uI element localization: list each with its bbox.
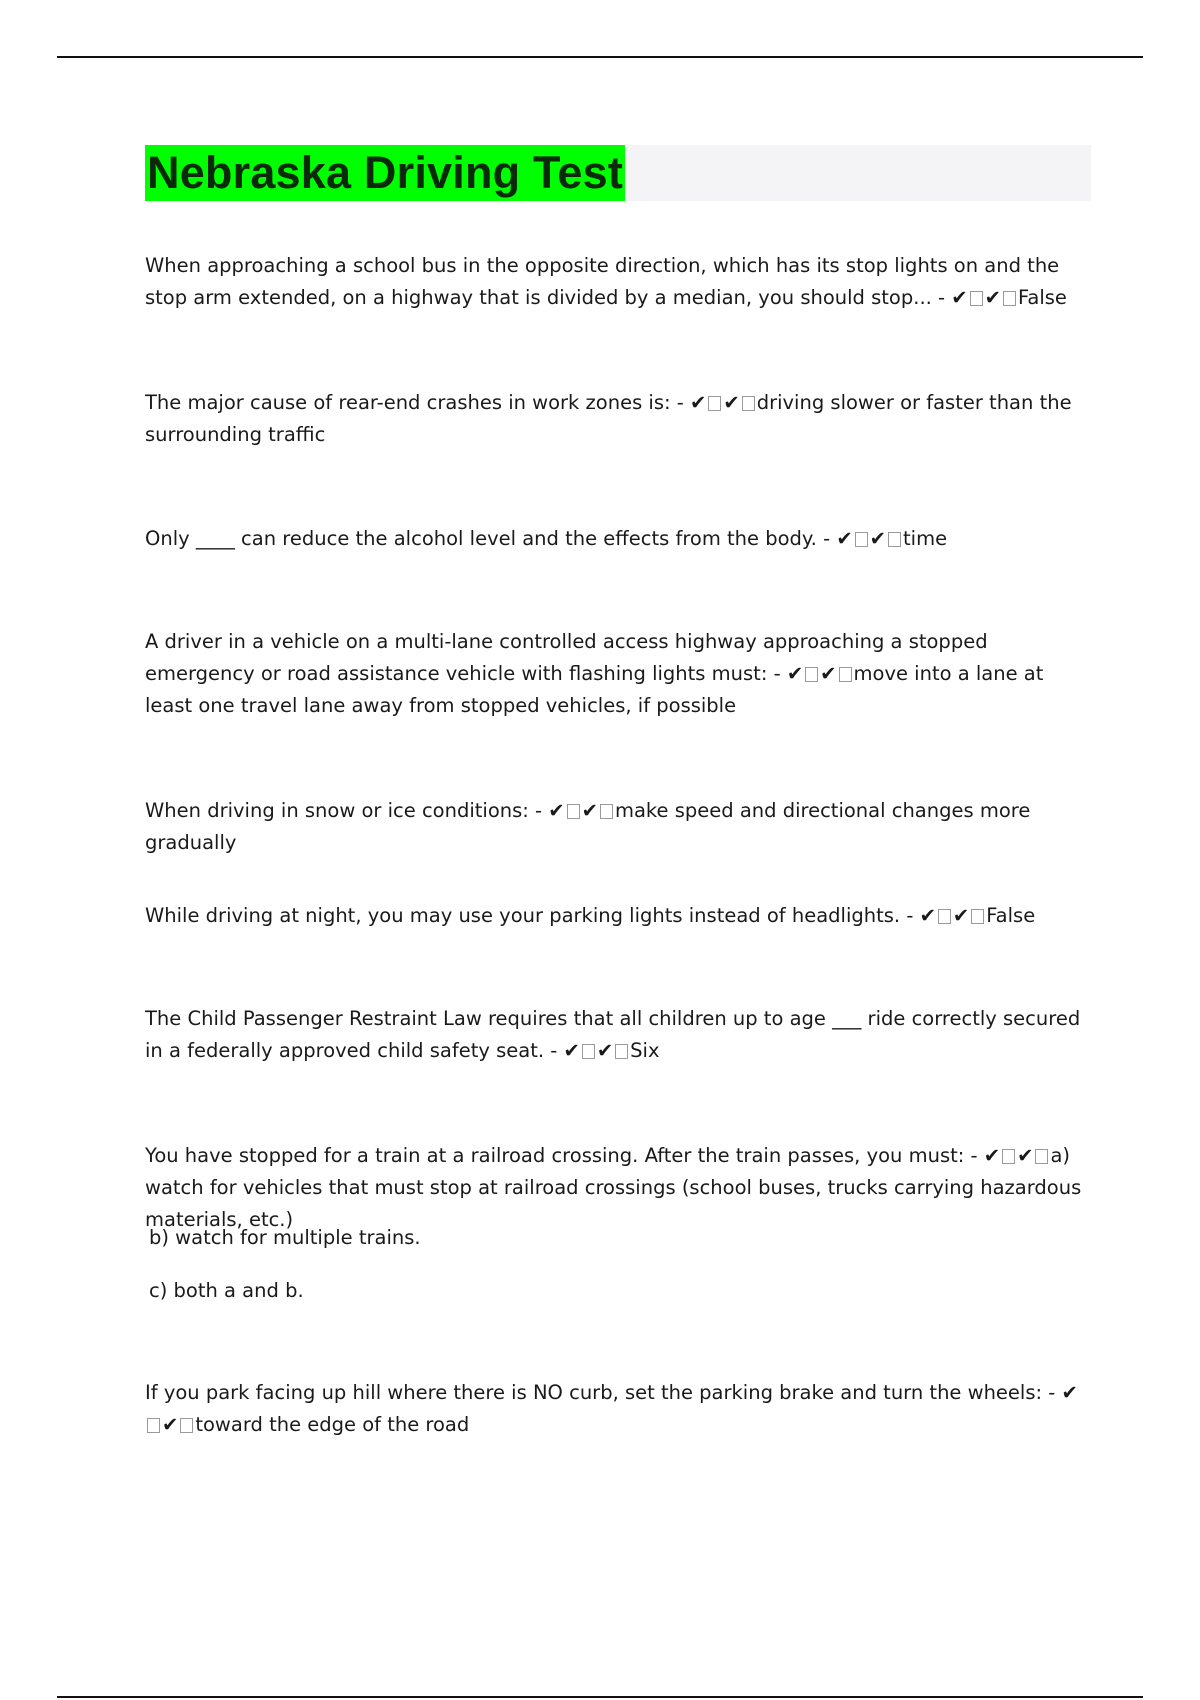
check-icon: ✔ [919, 904, 936, 927]
answer-text: time [903, 527, 948, 550]
answer-text: Six [630, 1039, 660, 1062]
question-text: The Child Passenger Restraint Law requires that all children up to age ___ ride correctly secured in a federally approved child safety seat. - [145, 1007, 1081, 1062]
answer-text: make speed and directional changes more gradually [145, 799, 1031, 854]
box-icon [180, 1418, 193, 1433]
box-icon [742, 396, 755, 411]
box-icon [615, 1044, 628, 1059]
footer-rule [57, 1696, 1143, 1698]
question-text: Only ____ can reduce the alcohol level and the effects from the body. - [145, 527, 837, 550]
box-icon [1002, 1149, 1015, 1164]
box-icon [971, 909, 984, 924]
qa-item [145, 523, 1090, 555]
check-icon: ✔ [723, 391, 740, 414]
check-icon: ✔ [548, 799, 565, 822]
answer-text: driving slower or faster than the surrounding traffic [145, 391, 1072, 446]
check-icon: ✔ [162, 1413, 179, 1436]
qa-item [145, 1003, 1090, 1067]
qa-item [145, 795, 1090, 859]
box-icon [938, 909, 951, 924]
check-icon: ✔ [983, 1144, 1001, 1167]
question-text: You have stopped for a train at a railroad crossing. After the train passes, you must: - [145, 1144, 984, 1167]
check-icon: ✔ [690, 391, 707, 414]
page-title: Nebraska Driving Test [145, 145, 625, 201]
answer-option: c) both a and b. [149, 1279, 304, 1302]
check-icon: ✔ [786, 662, 804, 685]
qa-item [145, 387, 1090, 451]
qa-item [145, 626, 1090, 722]
qa-item [145, 250, 1090, 314]
check-icon: ✔ [951, 286, 968, 309]
answer-text: move into a lane at least one travel lane away from stopped vehicles, if possible [145, 662, 1044, 717]
question-text: When approaching a school bus in the opposite direction, which has its stop lights on and the stop arm extended, on a highway that is divided by a median, you should stop... - [145, 254, 1060, 309]
check-icon: ✔ [820, 662, 837, 685]
box-icon [567, 804, 580, 819]
answer-text: a) watch for vehicles that must stop at railroad crossings (school buses, trucks carrying hazardous materials, etc.) [145, 1144, 1082, 1231]
question-text: While driving at night, you may use your parking lights instead of headlights. - [145, 904, 920, 927]
check-icon: ✔ [581, 799, 598, 822]
box-icon [888, 532, 901, 547]
check-icon: ✔ [836, 527, 853, 550]
check-icon: ✔ [596, 1039, 614, 1062]
box-icon [855, 532, 868, 547]
qa-item [145, 1377, 1090, 1441]
answer-text: False [1017, 286, 1067, 309]
qa-item [145, 900, 1090, 932]
box-icon [1003, 291, 1016, 306]
box-icon [147, 1418, 160, 1433]
box-icon [1035, 1149, 1048, 1164]
box-icon [600, 804, 613, 819]
box-icon [582, 1044, 595, 1059]
box-icon [805, 667, 818, 682]
question-text: If you park facing up hill where there is NO curb, set the parking brake and turn the wheels: - [145, 1381, 1062, 1404]
question-text: A driver in a vehicle on a multi-lane controlled access highway approaching a stopped emergency or road assistance vehicle with flashing lights must: - [145, 630, 988, 685]
box-icon [839, 667, 852, 682]
box-icon [970, 291, 983, 306]
answer-text: toward the edge of the road [195, 1413, 470, 1436]
question-text: When driving in snow or ice conditions: - [145, 799, 549, 822]
check-icon: ✔ [952, 904, 970, 927]
answer-text: False [986, 904, 1036, 927]
header-rule [57, 56, 1143, 58]
check-icon: ✔ [1017, 1144, 1034, 1167]
question-text: The major cause of rear-end crashes in work zones is: - [145, 391, 691, 414]
check-icon: ✔ [1061, 1381, 1078, 1404]
check-icon: ✔ [869, 527, 887, 550]
answer-option: b) watch for multiple trains. [149, 1226, 421, 1249]
check-icon: ✔ [563, 1039, 580, 1062]
box-icon [708, 396, 721, 411]
check-icon: ✔ [984, 286, 1001, 309]
